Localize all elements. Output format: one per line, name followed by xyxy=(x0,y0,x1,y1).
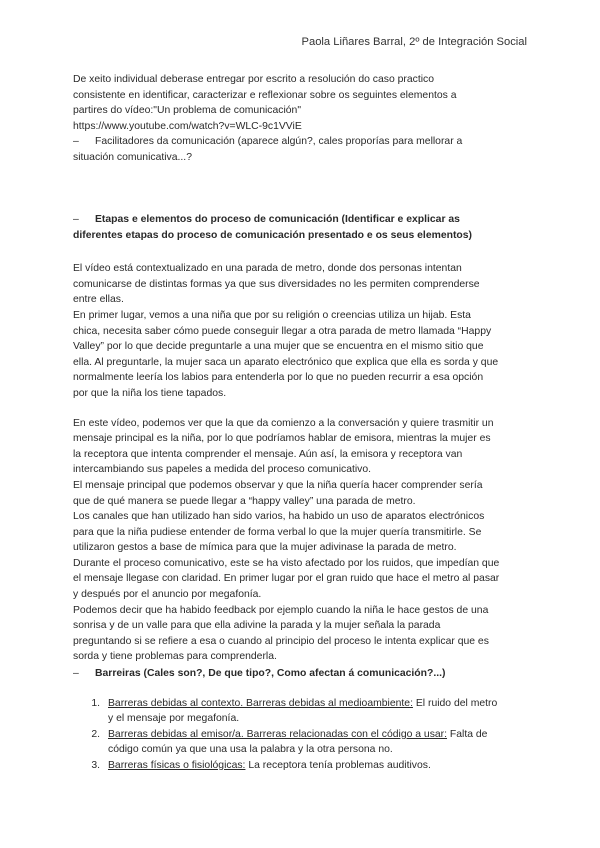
title-dash: – xyxy=(73,668,79,679)
text-line: que de qué manera se puede llegar a “happy valley” una parada de metro. xyxy=(73,495,416,507)
text-line: sorda y tiene problemas para comprenderla. xyxy=(73,651,277,663)
title-line: Barreiras (Cales son?, De que tipo?, Como afectan á comunicación?...) xyxy=(95,668,446,679)
barrier-description: La receptora tenía problemas auditivos. xyxy=(245,759,431,771)
text-line: la receptora que intenta comprender el mensaje. Aún así, la emisora y receptora van xyxy=(73,448,463,460)
list-number: 3. xyxy=(91,759,100,771)
text-line: y después por el anuncio por megafonía. xyxy=(73,589,262,601)
list-item-body xyxy=(108,696,535,727)
text-line: mensaje principal es la niña, por lo que podríamos hablar de emisora, mientras la mujer es xyxy=(73,433,491,445)
list-item-body xyxy=(108,758,535,774)
text-line: Podemos decir que ha habido feedback por ejemplo cuando la niña le hace gestos de una xyxy=(73,604,489,616)
text-line: preguntando si se refiere a esa o cuando al principio del proceso le intenta explicar que es xyxy=(73,635,489,647)
text-line: normalmente leería los labios para entenderla por lo que no pueden recurrir a esa opción xyxy=(73,372,484,384)
text-line: En este vídeo, podemos ver que la que da comienzo a la conversación y quiere trasmitir un xyxy=(73,417,494,429)
section-title xyxy=(73,212,535,228)
section-barreiras xyxy=(73,666,535,774)
text-line: por que la niña los tiene tapados. xyxy=(73,387,227,399)
text-line: utilizaron gestos a base de mímica para que la mujer adivinase la parada de metro. xyxy=(73,542,457,554)
section-etapas xyxy=(73,212,535,665)
paragraph-analysis xyxy=(73,416,535,666)
barrier-description: y el mensaje por megafonía. xyxy=(108,713,240,725)
paragraph-context xyxy=(73,261,535,401)
title-line: diferentes etapas do proceso de comunicación presentado e os seus elementos) xyxy=(73,229,473,241)
text-line: ella. Al preguntarle, la mujer saca un aparato electrónico que explica que ella es sorda y que xyxy=(73,356,499,368)
text-line: chica, necesita saber cómo puede conseguir llegar a otra parada de metro llamada “Happy xyxy=(73,325,492,337)
text-line: entre ellas. xyxy=(73,294,124,306)
intro-line: partires do vídeo:"Un problema de comunicación" xyxy=(73,105,302,117)
list-item xyxy=(73,696,535,727)
barrier-list xyxy=(73,696,535,774)
barrier-type: Barreras debidas al emisor/a. Barreras relacionadas con el código a usar: xyxy=(108,728,448,740)
intro-line: De xeito individual deberase entregar por escrito a resolución do caso practico xyxy=(73,74,434,85)
title-dash: – xyxy=(73,214,79,225)
text-line: Valley” por lo que decide preguntarle a una mujer que se encuentra en el mismo sitio que xyxy=(73,341,484,353)
intro-line: consistente en identificar, caracterizar e reflexionar sobre os seguintes elementos a xyxy=(73,89,457,101)
text-line: Durante el proceso comunicativo, este se ha visto afectado por los ruidos, que impedían que xyxy=(73,557,500,569)
bullet-text-continued: situación comunicativa...? xyxy=(73,151,192,163)
intro-bullet xyxy=(73,134,533,150)
text-line: El mensaje principal que podemos observar y que la niña quería hacer comprender sería xyxy=(73,479,483,491)
bullet-text: Facilitadores da comunicación (aparece algún?, cales proporías para mellorar a xyxy=(95,136,463,148)
assignment-intro xyxy=(73,72,533,166)
list-number: 2. xyxy=(91,728,100,740)
text-line: Los canales que han utilizado han sido varios, ha habido un uso de aparatos electrónicos xyxy=(73,511,485,523)
list-item-body xyxy=(108,727,535,758)
bullet-dash: – xyxy=(73,136,79,148)
text-line: intercambiando sus papeles a medida del proceso comunicativo. xyxy=(73,464,372,476)
text-line: En primer lugar, vemos a una niña que por su religión o creencias utiliza un hijab. Esta xyxy=(73,309,471,321)
video-url: https://www.youtube.com/watch?v=WLC-9c1VViE xyxy=(73,120,302,132)
text-line: el mensaje llegase con claridad. En primer lugar por el gran ruido que hace el metro al pasar xyxy=(73,573,500,585)
text-line: comunicarse de distintas formas ya que sus diversidades no les permiten comprenderse xyxy=(73,278,480,290)
barrier-type: Barreras debidas al contexto. Barreras debidas al medioambiente: xyxy=(108,697,413,709)
author-header: Paola Liñares Barral, 2º de Integración Social xyxy=(301,36,527,48)
text-line: El vídeo está contextualizado en una parada de metro, donde dos personas intentan xyxy=(73,263,462,275)
text-line: para que la niña pudiese entender de forma verbal lo que la mujer quería transmitirle. Se xyxy=(73,526,482,538)
list-number: 1. xyxy=(91,697,100,709)
barrier-description: El ruido del metro xyxy=(412,697,498,709)
text-line: sonrisa y de un valle para que ella adivine la parada y la mujer señala la parada xyxy=(73,620,441,632)
list-item xyxy=(73,758,535,774)
barrier-type: Barreras físicas o fisiológicas: xyxy=(108,759,246,771)
section-title xyxy=(73,666,535,682)
title-line: Etapas e elementos do proceso de comunicación (Identificar e explicar as xyxy=(95,214,460,225)
barrier-description: código común ya que una usa la palabra y la otra persona no. xyxy=(108,744,393,756)
barrier-description: Falta de xyxy=(447,728,488,740)
list-item xyxy=(73,727,535,758)
